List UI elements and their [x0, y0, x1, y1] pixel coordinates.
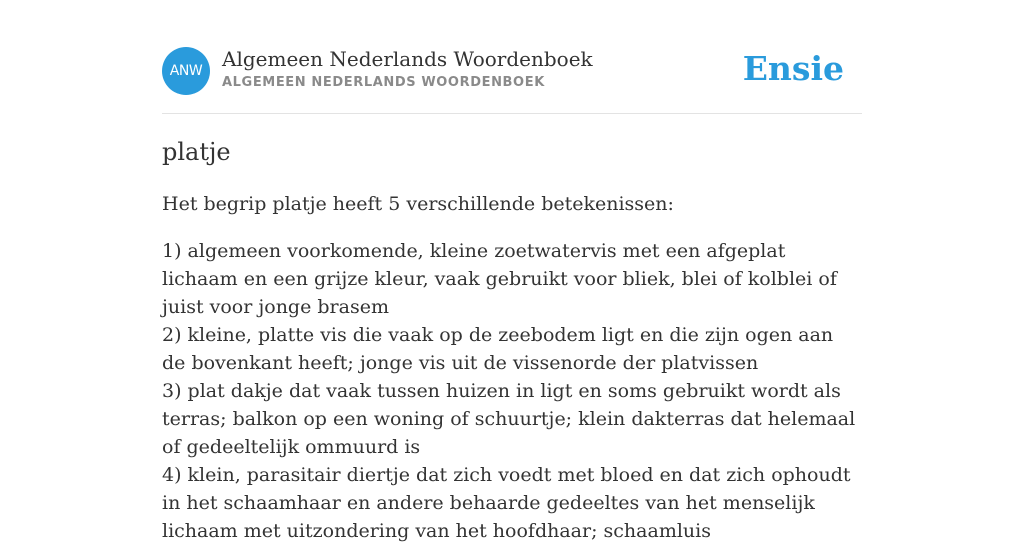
- meaning-item: 1) algemeen voorkomende, kleine zoetwatervis met een afgeplat lichaam en een grijze kleur, vaak gebruikt voor bliek, blei of kolblei of juist voor jonge brasem: [162, 240, 837, 318]
- ensie-logo[interactable]: Ensie: [742, 49, 844, 88]
- entry-word: platje: [162, 138, 231, 166]
- meaning-item: 4) klein, parasitair diertje dat zich voedt met bloed en dat zich ophoudt in het schaamhaar en andere behaarde gedeeltes van het menselijk lichaam met uitzondering van het hoofdhaar; schaamluis: [162, 464, 851, 542]
- source-header: [162, 47, 862, 95]
- header-divider: [162, 113, 862, 114]
- source-subtitle: ALGEMEEN NEDERLANDS WOORDENBOEK: [222, 75, 545, 90]
- source-title[interactable]: Algemeen Nederlands Woordenboek: [222, 47, 593, 71]
- meanings-list: [162, 237, 862, 545]
- meaning-item: 3) plat dakje dat vaak tussen huizen in ligt en soms gebruikt wordt als terras; balkon op een woning of schuurtje; klein dakterras dat helemaal of gedeeltelijk ommuurd is: [162, 380, 856, 458]
- entry-intro: Het begrip platje heeft 5 verschillende betekenissen:: [162, 193, 674, 215]
- meaning-item: 2) kleine, platte vis die vaak op de zeebodem ligt en die zijn ogen aan de bovenkant heeft; jonge vis uit de vissenorde der platvissen: [162, 324, 834, 374]
- source-logo-text: ANW: [169, 63, 203, 79]
- source-logo[interactable]: [162, 47, 210, 95]
